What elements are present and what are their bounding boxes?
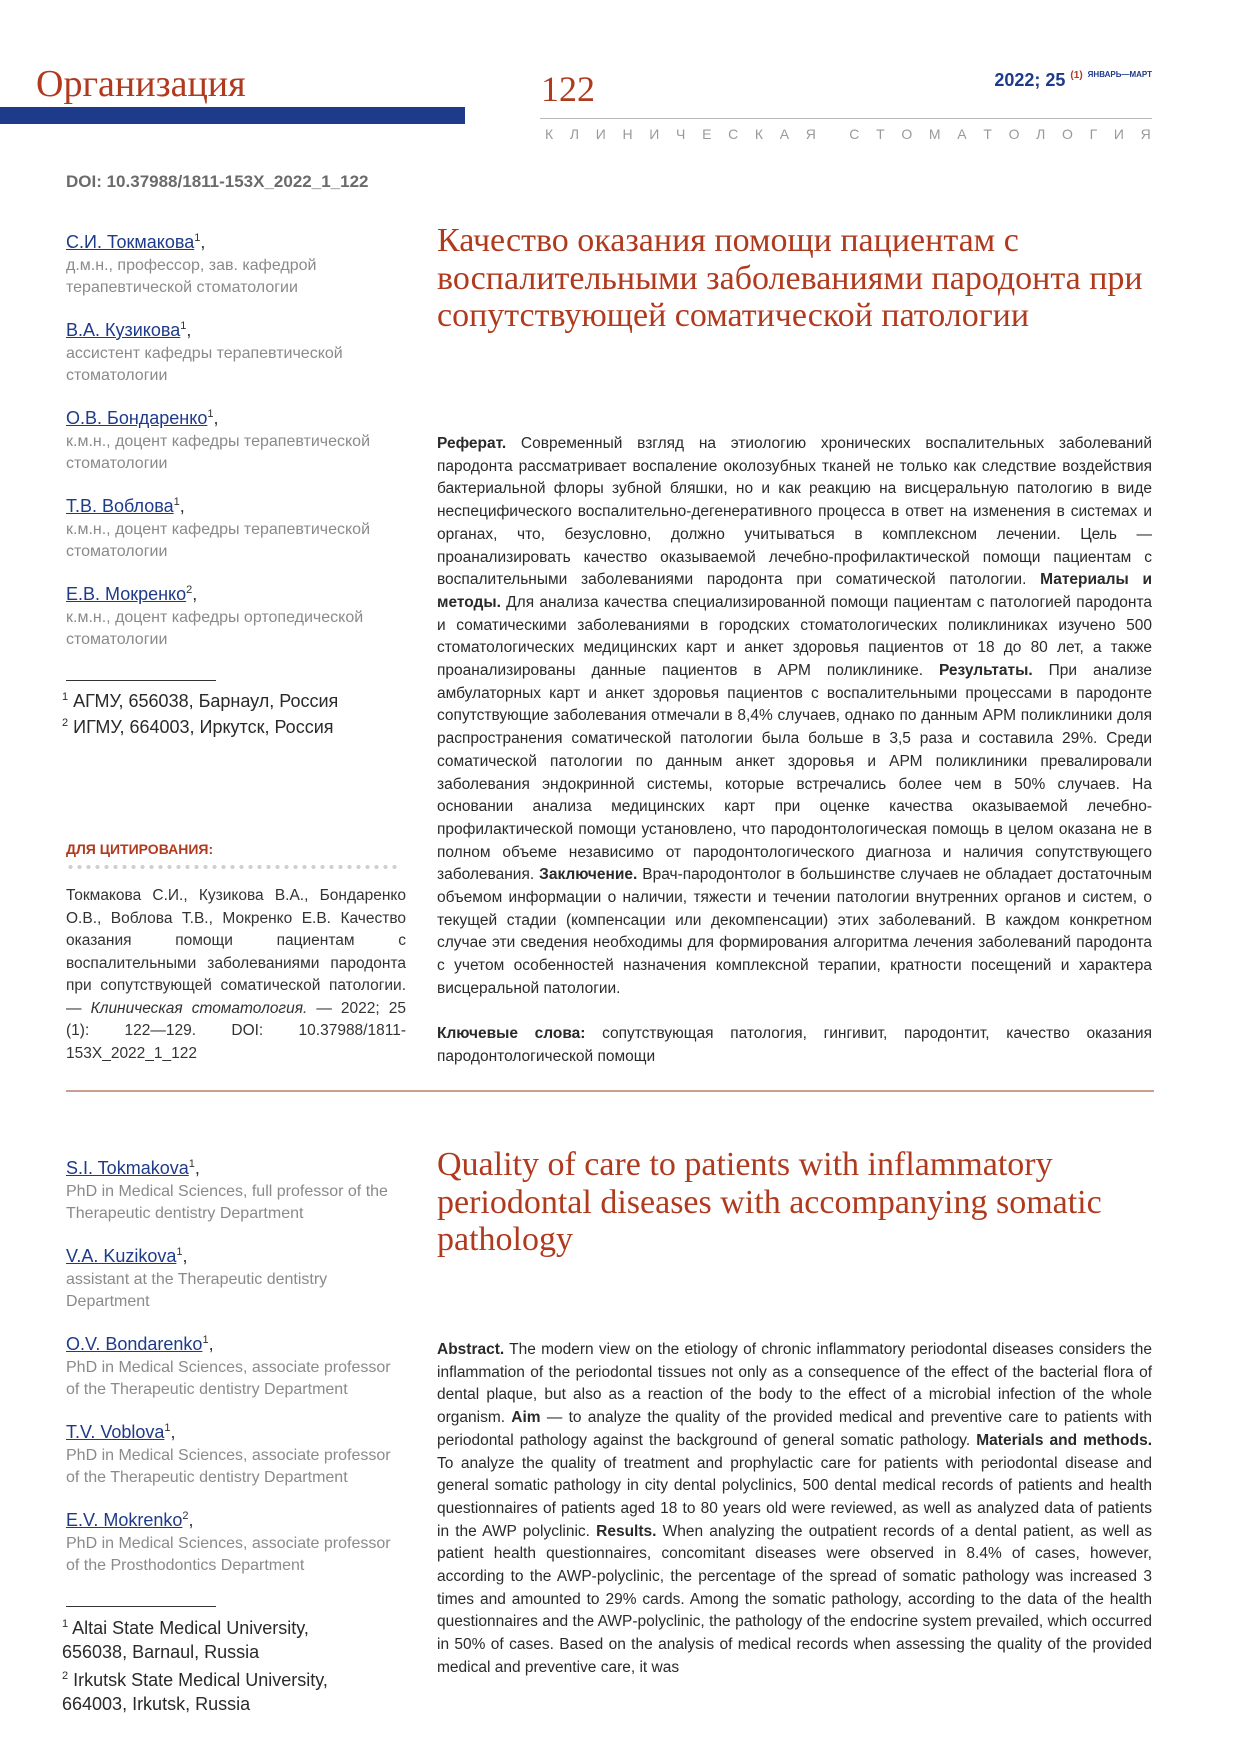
journal-letter: Т xyxy=(983,126,992,142)
journal-letter: О xyxy=(901,126,913,142)
author-link[interactable]: O.V. Bondarenko xyxy=(66,1334,203,1354)
section-bar xyxy=(0,107,465,124)
issue-volume: 25 xyxy=(1045,70,1066,90)
journal-letter: А xyxy=(779,126,790,142)
affiliation-en-1 xyxy=(62,1612,362,1664)
citation-doi: DOI: 10.37988/1811-153X_2022_1_122 xyxy=(66,1022,406,1062)
abstract-label: Abstract. xyxy=(437,1341,505,1358)
journal-letter: Ч xyxy=(676,126,686,142)
affiliation-text: АГМУ, 656038, Барнаул, Россия xyxy=(73,691,339,711)
journal-letter: И xyxy=(1113,126,1124,142)
author-link[interactable]: V.A. Kuzikova xyxy=(66,1246,177,1266)
author-link[interactable]: В.А. Кузикова xyxy=(66,320,181,340)
author-ru-3: О.В. Бондаренко$^1$, к.м.н., доцент кафедры терапевтической стоматологии xyxy=(66,408,406,475)
journal-letter: Г xyxy=(1089,126,1098,142)
journal-letter: Т xyxy=(876,126,885,142)
author-title: к.м.н., доцент кафедры терапевтической стоматологии xyxy=(66,521,370,560)
affiliation-rule xyxy=(66,680,216,681)
journal-letter: М xyxy=(928,126,941,142)
citation-heading: ДЛЯ ЦИТИРОВАНИЯ: xyxy=(66,841,214,857)
article-title-en: Quality of care to patients with inflammatory periodontal diseases with accompanying somatic pathology xyxy=(437,1146,1102,1258)
author-link[interactable]: S.I. Tokmakova xyxy=(66,1158,189,1178)
journal-letter: И xyxy=(595,126,606,142)
issue-info xyxy=(994,70,1152,91)
author-en-1: S.I. Tokmakova$^1$, PhD in Medical Sciences, full professor of the Therapeutic dentistry Department xyxy=(66,1158,406,1225)
issue-year: 2022; xyxy=(994,70,1041,90)
abstract-label: Заключение. xyxy=(539,866,638,884)
section-divider xyxy=(66,1090,1154,1092)
author-ru-1: С.И. Токмакова$^1$, д.м.н., профессор, зав. кафедрой терапевтической стоматологии xyxy=(66,232,406,299)
abstract-en xyxy=(437,1339,1152,1680)
journal-letter: Н xyxy=(622,126,633,142)
issue-months: ЯНВАРЬ—МАРТ xyxy=(1087,70,1152,79)
keywords-text: сопутствующая патология, гингивит, пародонтит, качество оказания пародонтологической помощи xyxy=(437,1025,1152,1065)
doi: DOI: 10.37988/1811-153X_2022_1_122 xyxy=(66,172,369,191)
affiliation-sup: 1 xyxy=(62,691,69,703)
author-sup: 1 xyxy=(176,1246,183,1258)
author-title: assistant at the Therapeutic dentistry Department xyxy=(66,1271,328,1310)
author-en-5: E.V. Mokrenko$^2$, PhD in Medical Sciences, associate professor of the Prosthodontics Department xyxy=(66,1510,406,1577)
author-link[interactable]: С.И. Токмакова xyxy=(66,232,195,252)
author-ru-2: В.А. Кузикова$^1$, ассистент кафедры терапевтической стоматологии xyxy=(66,320,406,387)
affiliation-ru-2 xyxy=(62,711,334,739)
abstract-text: — to analyze the quality of the provided medical and preventive care to patients with periodontal pathology against the background of general somatic pathology. xyxy=(437,1409,1152,1449)
header-rule xyxy=(540,118,1152,119)
journal-letter: И xyxy=(649,126,660,142)
page-number: 122 xyxy=(541,69,595,109)
journal-letter: О xyxy=(1062,126,1073,142)
author-title: к.м.н., доцент кафедры ортопедической стоматологии xyxy=(66,609,364,648)
abstract-label: Материалы и методы. xyxy=(437,571,1152,611)
article-title-ru: Качество оказания помощи пациентам с воспалительными заболеваниями пародонта при сопутствующей соматической патологии xyxy=(437,222,1143,334)
section-title: Организация xyxy=(36,63,246,105)
abstract-text: Для анализа качества специализированной помощи пациентам с патологией пародонта и соматическими заболеваниями в городских стоматологических поликлиниках изучено 500 стоматологических медицинских карт и анкет здоровья пациентов от 18 до 80 лет, а также проанализированы данные пациентов в АРМ поликлинике. xyxy=(437,593,1152,680)
abstract-text: The modern view on the etiology of chronic inflammatory periodontal diseases considers the inflammation of the periodontal tissues not only as a consequence of the effect of the bacterial flora of dental plaque, but also as a reaction of the body to the effect of a microbial infection of the whole organism. xyxy=(437,1341,1152,1427)
keywords-label: Ключевые слова: xyxy=(437,1025,586,1042)
affiliation-en-2 xyxy=(62,1664,362,1716)
abstract-text: При анализе амбулаторных карт и анкет здоровья пациентов с воспалительными процессами в пародонте сопутствующие заболевания отмечали в 8,4% случаев, однако по данным АРМ поликлиники доля распространения соматической патологии была больше в 3,5 раза и составила 29%. Среди соматической патологии по данным анкет здоровья и АРМ поликлиники превалировали заболевания эндокринной системы, которые встречались более чем в 50% случаев. На основании анализа медицинских карт при оценке качества оказываемой лечебно-профилактической помощи установлено, что пародонтологическая помощь в целом оказана не в полном объеме независимо от пародонтологического диагноза и наличия сопутствующего заболевания. xyxy=(437,662,1153,884)
author-link[interactable]: E.V. Mokrenko xyxy=(66,1510,183,1530)
author-sup: 1 xyxy=(207,408,214,420)
journal-name xyxy=(545,126,1151,142)
citation-details: — 2022; 25 (1): 122—129. xyxy=(66,999,406,1039)
author-link[interactable]: Е.В. Мокренко xyxy=(66,584,187,604)
affiliation-text: ИГМУ, 664003, Иркутск, Россия xyxy=(73,717,334,737)
journal-letter: К xyxy=(545,126,554,142)
journal-letter: А xyxy=(957,126,967,142)
author-title: д.м.н., профессор, зав. кафедрой терапевтической стоматологии xyxy=(66,257,317,296)
citation-text xyxy=(66,885,406,1065)
journal-letter: Я xyxy=(1140,126,1151,142)
journal-letter: С xyxy=(849,126,860,142)
citation-journal: Клиническая стоматология. xyxy=(90,999,308,1017)
author-link[interactable]: Т.В. Воблова xyxy=(66,496,174,516)
author-title: к.м.н., доцент кафедры терапевтической стоматологии xyxy=(66,433,370,472)
author-ru-5: Е.В. Мокренко$^2$, к.м.н., доцент кафедры ортопедической стоматологии xyxy=(66,584,406,651)
journal-letter: О xyxy=(1008,126,1020,142)
abstract-ru xyxy=(437,433,1152,1001)
author-link[interactable]: О.В. Бондаренко xyxy=(66,408,208,428)
journal-letter: Л xyxy=(569,126,580,142)
author-sup: 2 xyxy=(186,584,193,596)
author-ru-4: Т.В. Воблова$^1$, к.м.н., доцент кафедры терапевтической стоматологии xyxy=(66,496,406,563)
abstract-text: When analyzing the outpatient records of a dental patient, as well as patient health questionnaires, concomitant diseases were observed in 8.4% of cases, however, according to the AWP-polyclinic, the percentage of the spread of somatic pathology was increased 3 times and amounted to 29% cards. Among the somatic pathology, according to the data of the health questionnaires and the AWP-polyclinic, the pathology of the endocrine system prevailed, which occurred in 50% of cases. Based on the analysis of medical records when assessing the quality of the provided medical and preventive care, it was xyxy=(437,1522,1153,1676)
author-title: PhD in Medical Sciences, associate professor of the Therapeutic dentistry Department xyxy=(66,1359,391,1398)
author-sup: 1 xyxy=(173,496,180,508)
affiliation-text: Altai State Medical University, 656038, Barnaul, Russia xyxy=(62,1618,309,1662)
journal-letter: Л xyxy=(1036,126,1046,142)
author-sup: 1 xyxy=(202,1334,209,1346)
author-title: PhD in Medical Sciences, associate professor of the Prosthodontics Department xyxy=(66,1535,391,1574)
author-title: PhD in Medical Sciences, associate professor of the Therapeutic dentistry Department xyxy=(66,1447,391,1486)
citation-title: Качество оказания помощи пациентам с воспалительными заболеваниями пародонта при сопутствующей соматической патологии. — xyxy=(66,909,406,1017)
author-en-2: V.A. Kuzikova$^1$, assistant at the Therapeutic dentistry Department xyxy=(66,1246,406,1313)
citation-authors: Токмакова С.И., Кузикова В.А., Бондаренко О.В., Воблова Т.В., Мокренко Е.В. xyxy=(66,887,406,927)
author-sup: 1 xyxy=(188,1158,195,1170)
author-sup: 2 xyxy=(182,1510,189,1522)
issue-number: (1) xyxy=(1070,70,1083,81)
abstract-label: Реферат. xyxy=(437,435,507,452)
author-sup: 1 xyxy=(164,1422,171,1434)
affiliation-sup: 2 xyxy=(62,717,69,729)
author-title: PhD in Medical Sciences, full professor of the Therapeutic dentistry Department xyxy=(66,1183,388,1222)
author-en-3: O.V. Bondarenko$^1$, PhD in Medical Sciences, associate professor of the Therapeutic dentistry Department xyxy=(66,1334,406,1401)
abstract-label: Aim xyxy=(511,1409,541,1427)
abstract-label: Results. xyxy=(596,1522,657,1540)
affiliation-ru-1 xyxy=(62,685,338,713)
abstract-text: Современный взгляд на этиологию хронических воспалительных заболеваний пародонта рассматривает воспаление околозубных тканей не только как следствие воздействия бактериальной флоры зубной бляшки, но и как реакцию на висцеральную патологию в виде неспецифического воспалительно-дегенеративного процесса в ответ на изменения в системах и органах, что, безусловно, должно учитываться в комплексном лечении. Цель — проанализировать качество оказываемой лечебно-профилактической помощи пациентам с воспалительными заболеваниями пародонта при соматической патологии. xyxy=(437,435,1152,589)
affiliation-rule xyxy=(66,1606,216,1607)
keywords-ru xyxy=(437,1023,1152,1068)
abstract-label: Результаты. xyxy=(938,662,1033,680)
author-sup: 1 xyxy=(180,320,187,332)
journal-letter: Е xyxy=(702,126,712,142)
affiliation-sup: 1 xyxy=(62,1618,69,1630)
citation-divider xyxy=(66,864,401,870)
abstract-text: To analyze the quality of treatment and prophylactic care for patients with periodontal disease and general somatic pathology in city dental polyclinics, 500 dental medical records of patients and health questionnaires of patients aged 18 to 80 years old were reviewed, as well as analyzed data of patients in the AWP polyclinic. xyxy=(437,1454,1152,1540)
author-link[interactable]: T.V. Voblova xyxy=(66,1422,165,1442)
affiliation-sup: 2 xyxy=(62,1670,69,1682)
abstract-text: Врач-пародонтолог в большинстве случаев не обладает достаточным объемом информации о наличии, тяжести и течении патологии внутренних органов и систем, о текущей стадии (компенсации или декомпенсации) этих заболеваний. В каждом конкретном случае эти сведения необходимы для формирования алгоритма лечения заболеваний пародонта с учетом особенностей назначения комплексной терапии, кратности посещений и характера висцеральной патологии. xyxy=(437,866,1152,997)
journal-letter: С xyxy=(728,126,739,142)
journal-letter: Я xyxy=(805,126,816,142)
abstract-label: Materials and methods. xyxy=(976,1431,1153,1449)
author-en-4: T.V. Voblova$^1$, PhD in Medical Sciences, associate professor of the Therapeutic dentistry Department xyxy=(66,1422,406,1489)
author-title: ассистент кафедры терапевтической стоматологии xyxy=(66,345,343,384)
affiliation-text: Irkutsk State Medical University, 664003, Irkutsk, Russia xyxy=(62,1670,328,1714)
author-sup: 1 xyxy=(194,232,201,244)
journal-letter: К xyxy=(754,126,764,142)
